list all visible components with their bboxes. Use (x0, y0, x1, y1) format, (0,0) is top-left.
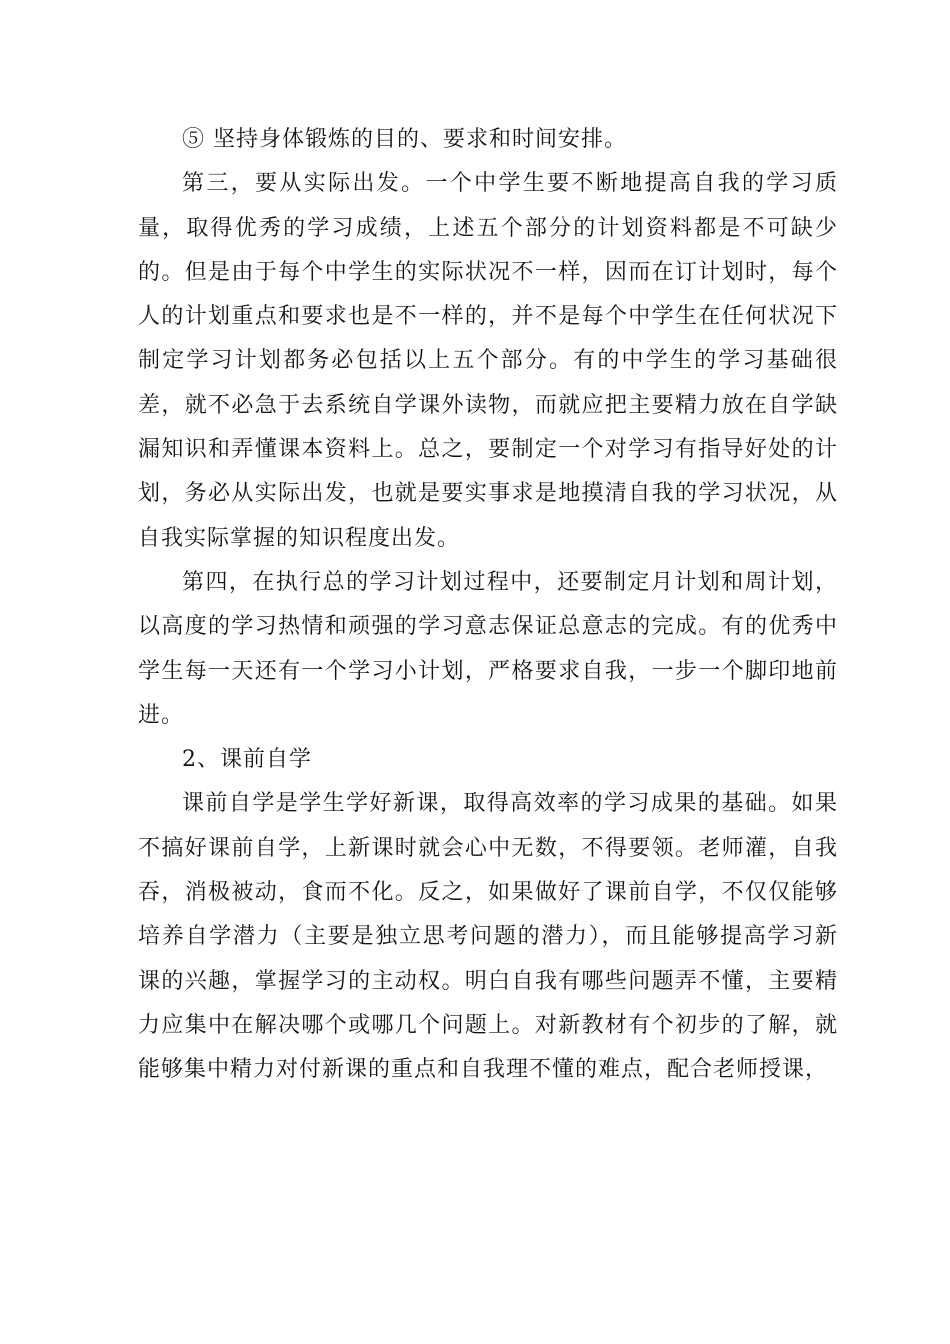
paragraph-item-5: ⑤ 坚持身体锻炼的目的、要求和时间安排。 (182, 127, 627, 152)
section-heading-pre-class-study: 2、课前自学 (182, 747, 312, 773)
paragraph-pre-class-study: 课前自学是学生学好新课，取得高效率的学习成果的基础。如果不搞好课前自学，上新课时就会心中无数，不得要领。老师灌，自我吞，消极被动，食而不化。反之，如果做好了课前自学，不仅仅能够培养自学潜力（主要是独立思考问题的潜力），而且能够提高学习新课的兴趣，掌握学习的主动权。明白自我有哪些问题弄不懂，主要精力应集中在解决哪个或哪几个问题上。对新教材有个初步的了解，就能够集中精力对付新课的重点和自我理不懂的难点，配合老师授课， (138, 791, 838, 1083)
paragraph-third-point: 第三，要从实际出发。一个中学生要不断地提高自我的学习质量，取得优秀的学习成绩，上述五个部分的计划资料都是不可缺少的。但是由于每个中学生的实际状况不一样，因而在订计划时，每个人的计划重点和要求也是不一样的，并不是每个中学生在任何状况下制定学习计划都务必包括以上五个部分。有的中学生的学习基础很差，就不必急于去系统自学课外读物，而就应把主要精力放在自学缺漏知识和弄懂课本资料上。总之，要制定一个对学习有指导好处的计划，务必从实际出发，也就是要实事求是地摸清自我的学习状况，从自我实际掌握的知识程度出发。 (138, 171, 838, 551)
document-body (138, 118, 838, 1093)
paragraph-fourth-point: 第四，在执行总的学习计划过程中，还要制定月计划和周计划，以高度的学习热情和顽强的学习意志保证总意志的完成。有的优秀中学生每一天还有一个学习小计划，严格要求自我，一步一个脚印地前进。 (138, 569, 838, 728)
